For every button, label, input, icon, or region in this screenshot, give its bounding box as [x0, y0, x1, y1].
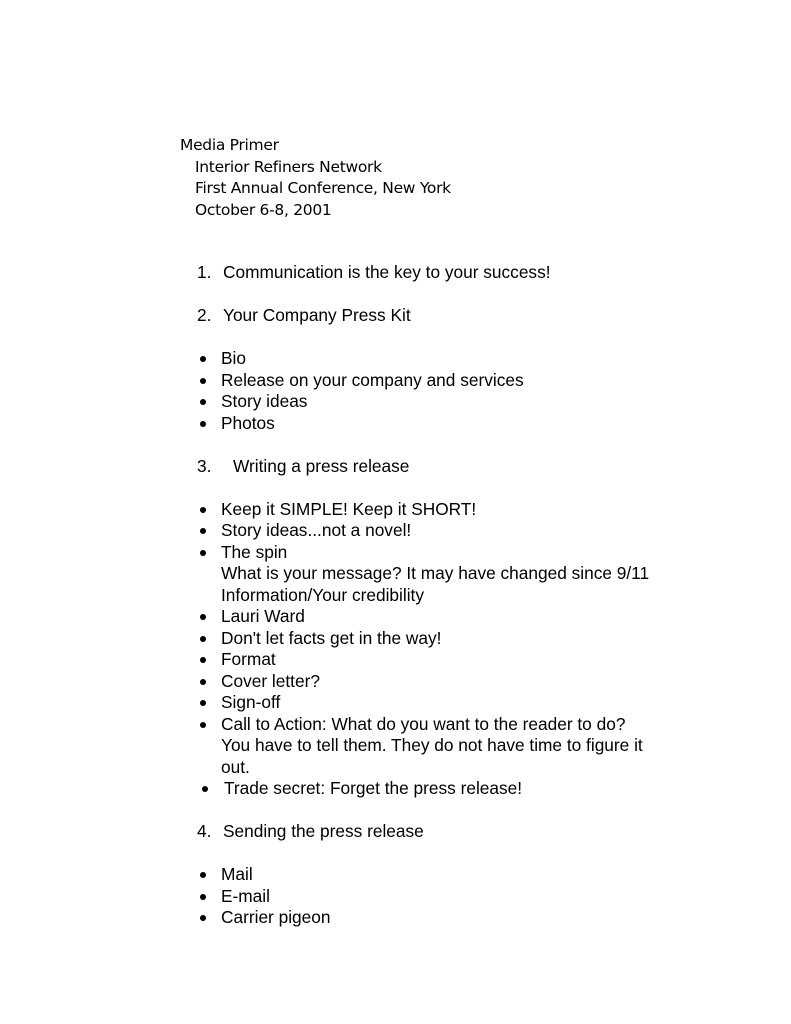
- bullet-icon: [200, 722, 206, 728]
- list-item: Photos: [196, 413, 681, 435]
- section-number: 2.: [197, 305, 212, 325]
- bullet-icon: [200, 550, 206, 556]
- list-item: Don't let facts get in the way!: [196, 628, 681, 650]
- list-item: The spin What is your message? It may have changed since 9/11 Information/Your credibility: [196, 542, 681, 607]
- bullet-list: [196, 348, 684, 434]
- list-item: Trade secret: Forget the press release!: [196, 778, 684, 800]
- section-heading: [196, 821, 684, 843]
- bullet-icon: [200, 700, 206, 706]
- event-dates: October 6-8, 2001: [195, 200, 332, 219]
- section-title: Sending the press release: [223, 821, 424, 841]
- list-item: Call to Action: What do you want to the reader to do? You have to tell them. They do not have time to figure it out.: [196, 714, 681, 779]
- list-item: Story ideas...not a novel!: [196, 520, 681, 542]
- document-title: Media Primer: [180, 136, 279, 154]
- section-heading: [196, 305, 684, 327]
- section-title: Your Company Press Kit: [223, 305, 411, 325]
- section-heading: [196, 456, 684, 478]
- bullet-icon: [200, 528, 206, 534]
- bullet-icon: [200, 507, 206, 513]
- list-item: Story ideas: [196, 391, 681, 413]
- list-item: Cover letter?: [196, 671, 681, 693]
- bullet-icon: [200, 657, 206, 663]
- list-item: Format: [196, 649, 681, 671]
- list-item: E-mail: [196, 886, 681, 908]
- bullet-icon: [200, 356, 206, 362]
- section-number: 4.: [197, 821, 212, 841]
- list-item: Release on your company and services: [196, 370, 681, 392]
- bullet-icon: [200, 872, 206, 878]
- bullet-icon: [200, 915, 206, 921]
- section-number: 3.: [197, 455, 212, 476]
- list-item: Lauri Ward: [196, 606, 681, 628]
- bullet-icon: [200, 614, 206, 620]
- bullet-icon: [200, 399, 206, 405]
- bullet-icon: [200, 679, 206, 685]
- section-heading: [196, 262, 684, 284]
- event-name: First Annual Conference, New York: [195, 179, 451, 197]
- document-header: [180, 135, 451, 221]
- list-item: Sign-off: [196, 692, 681, 714]
- list-item: Keep it SIMPLE! Keep it SHORT!: [196, 499, 681, 521]
- document-body: [196, 262, 684, 929]
- bullet-icon: [202, 786, 208, 792]
- bullet-list: [196, 864, 684, 929]
- list-item: Bio: [196, 348, 681, 370]
- bullet-icon: [200, 421, 206, 427]
- list-item: Carrier pigeon: [196, 907, 681, 929]
- list-item: Mail: [196, 864, 681, 886]
- organization-name: Interior Refiners Network: [195, 157, 382, 176]
- section-title: Writing a press release: [233, 455, 410, 476]
- section-number: 1.: [197, 262, 212, 282]
- bullet-icon: [200, 894, 206, 900]
- section-title: Communication is the key to your success!: [223, 262, 551, 282]
- bullet-list: [196, 499, 684, 800]
- bullet-icon: [200, 636, 206, 642]
- bullet-icon: [200, 378, 206, 384]
